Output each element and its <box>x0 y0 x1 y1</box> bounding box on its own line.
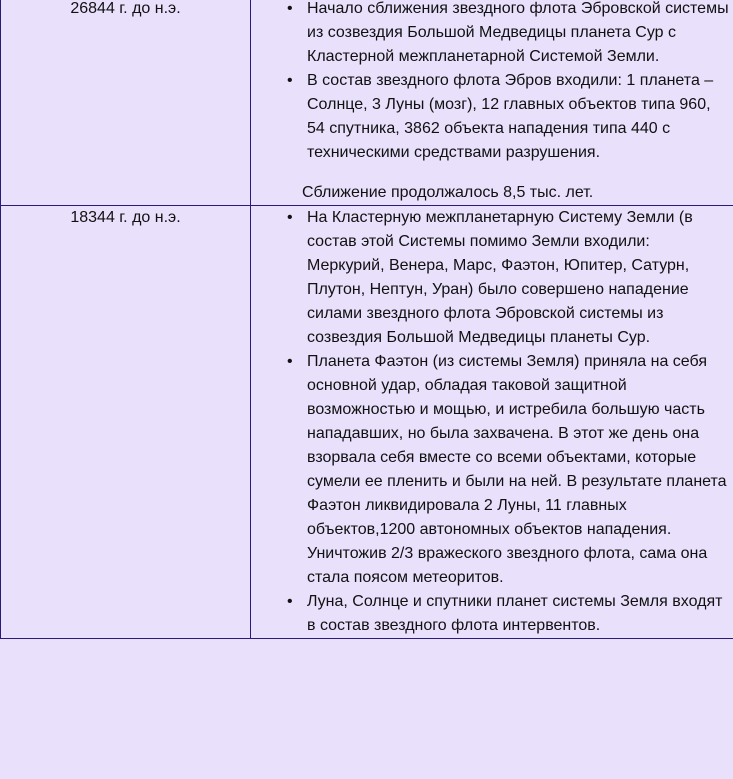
date-text: 26844 г. до н.э. <box>70 0 181 17</box>
list-item: • Начало сближения звездного флота Эбровской системы из созвездия Большой Медведицы планета Сур с Кластерной межпланетарной Системой Земли. <box>307 0 733 69</box>
event-list <box>251 206 733 638</box>
date-cell <box>1 0 251 206</box>
events-cell <box>251 206 733 639</box>
events-cell <box>251 0 733 206</box>
list-item: • В состав звездного флота Эбров входили: 1 планета – Солнце, 3 Луны (мозг), 12 главных объектов типа 960, 54 спутника, 3862 объекта нападения типа 440 с техническими средствами разрушения. <box>307 69 733 165</box>
list-item: • На Кластерную межпланетарную Систему Земли (в состав этой Системы помимо Земли входили: Меркурий, Венера, Марс, Фаэтон, Юпитер, Сатурн, Плутон, Нептун, Уран) было совершено нападение силами звездного флота Эбровской системы из созвездия Большой Медведицы планеты Сур. <box>307 206 733 350</box>
table-row <box>1 206 733 639</box>
list-item: • Планета Фаэтон (из системы Земля) приняла на себя основной удар, обладая таковой защитной возможностью и мощью, и истребила большую часть нападавших, но была захвачена. В этот же день она взорвала себя вместе со всеми объектами, которые сумели ее пленить и были на ней. В результате планета Фаэтон ликвидировала 2 Луны, 11 главных объектов,1200 автономных объектов нападения. Уничтожив 2/3 вражеского звездного флота, сама она стала поясом метеоритов. <box>307 350 733 590</box>
date-cell <box>1 206 251 639</box>
duration-note: Сближение продолжалось 8,5 тыс. лет. <box>302 184 594 201</box>
table-row <box>1 0 733 206</box>
event-list <box>251 0 733 165</box>
list-item: • Луна, Солнце и спутники планет системы Земля входят в состав звездного флота интервентов. <box>307 590 733 638</box>
date-text: 18344 г. до н.э. <box>70 209 181 226</box>
